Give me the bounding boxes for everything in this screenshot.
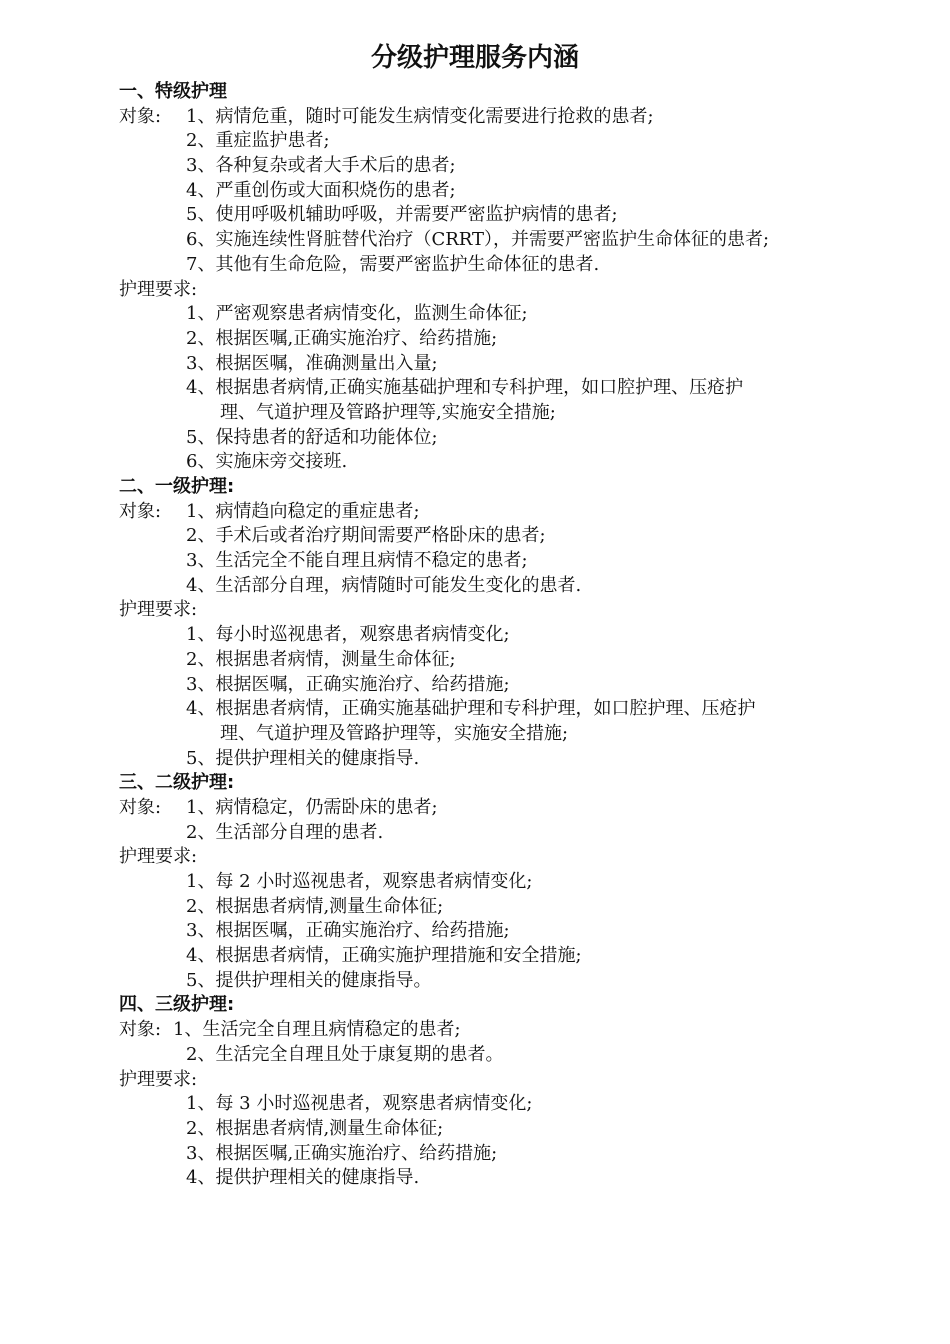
requirement-item: 4、根据患者病情，正确实施护理措施和安全措施; — [186, 945, 582, 967]
requirement-item-continued: 理、气道护理及管路护理等,实施安全措施; — [220, 401, 556, 423]
requirement-item: 1、每 2 小时巡视患者，观察患者病情变化; — [186, 871, 533, 892]
requirement-item: 4、根据患者病情,正确实施基础护理和专科护理，如口腔护理、压疮护 — [186, 377, 744, 399]
objects-row — [119, 500, 919, 525]
object-item: 1、病情危重，随时可能发生病情变化需要进行抢救的患者; — [186, 105, 654, 127]
requirement-item: 1、严密观察患者病情变化，监测生命体征; — [186, 303, 528, 325]
requirements-label: 护理要求: — [119, 1068, 198, 1090]
requirement-item: 1、每小时巡视患者，观察患者病情变化; — [186, 624, 510, 646]
section-heading: 一、特级护理 — [119, 81, 227, 102]
object-item: 5、使用呼吸机辅助呼吸，并需要严密监护病情的患者; — [186, 204, 618, 226]
requirement-item: 1、每 3 小时巡视患者，观察患者病情变化; — [186, 1093, 533, 1115]
object-item: 2、重症监护患者; — [186, 130, 330, 152]
objects-row — [119, 796, 919, 821]
object-item: 2、生活部分自理的患者. — [186, 821, 384, 843]
requirement-item: 2、根据患者病情,测量生命体征; — [186, 1117, 444, 1139]
requirement-item: 5、提供护理相关的健康指导。 — [186, 969, 432, 991]
requirement-item: 2、根据患者病情,测量生命体征; — [186, 895, 444, 917]
section-heading: 三、二级护理: — [119, 772, 235, 794]
requirements-label: 护理要求: — [119, 846, 198, 868]
requirement-item: 5、保持患者的舒适和功能体位; — [186, 426, 438, 448]
object-item: 6、实施连续性肾脏替代治疗（CRRT），并需要严密监护生命体征的患者; — [186, 229, 770, 251]
requirement-item: 3、根据医嘱，准确测量出入量; — [186, 352, 438, 374]
requirement-item: 5、提供护理相关的健康指导. — [186, 747, 420, 769]
requirements-label: 护理要求: — [119, 278, 198, 300]
requirement-item-continued: 理、气道护理及管路护理等，实施安全措施; — [220, 722, 569, 744]
object-item: 1、病情稳定，仍需卧床的患者; — [186, 796, 438, 818]
object-item: 4、生活部分自理，病情随时可能发生变化的患者. — [186, 574, 582, 596]
objects-row — [119, 1018, 919, 1043]
requirements-label: 护理要求: — [119, 599, 198, 621]
objects-label: 对象: — [119, 105, 162, 127]
objects-label: 对象: — [119, 796, 162, 818]
section-heading: 二、一级护理: — [119, 476, 235, 497]
requirement-item: 2、根据患者病情，测量生命体征; — [186, 648, 456, 670]
requirement-item: 6、实施床旁交接班. — [186, 451, 348, 473]
requirement-item: 4、根据患者病情，正确实施基础护理和专科护理，如口腔护理、压疮护 — [186, 698, 756, 720]
object-item: 3、生活完全不能自理且病情不稳定的患者; — [186, 550, 528, 572]
object-item: 2、手术后或者治疗期间需要严格卧床的患者; — [186, 525, 546, 547]
object-item: 7、其他有生命危险，需要严密监护生命体征的患者. — [186, 253, 600, 275]
object-item: 4、严重创伤或大面积烧伤的患者; — [186, 179, 456, 201]
objects-label: 对象: — [119, 500, 162, 522]
section-heading: 四、三级护理: — [119, 994, 235, 1016]
object-item: 3、各种复杂或者大手术后的患者; — [186, 155, 456, 177]
requirement-item: 3、根据医嘱，正确实施治疗、给药措施; — [186, 920, 510, 942]
requirement-item: 4、提供护理相关的健康指导. — [186, 1167, 420, 1189]
document-body — [119, 80, 919, 1191]
requirement-item: 2、根据医嘱,正确实施治疗、给药措施; — [186, 327, 498, 349]
object-item: 1、生活完全自理且病情稳定的患者; — [173, 1019, 461, 1041]
object-item: 1、病情趋向稳定的重症患者; — [186, 500, 420, 522]
objects-row — [119, 105, 919, 130]
requirement-item: 3、根据医嘱，正确实施治疗、给药措施; — [186, 673, 510, 695]
requirement-item: 3、根据医嘱,正确实施治疗、给药措施; — [186, 1142, 498, 1164]
objects-label: 对象: — [119, 1019, 162, 1041]
object-item: 2、生活完全自理且处于康复期的患者。 — [186, 1043, 504, 1065]
document-title: 分级护理服务内涵 — [370, 43, 579, 73]
